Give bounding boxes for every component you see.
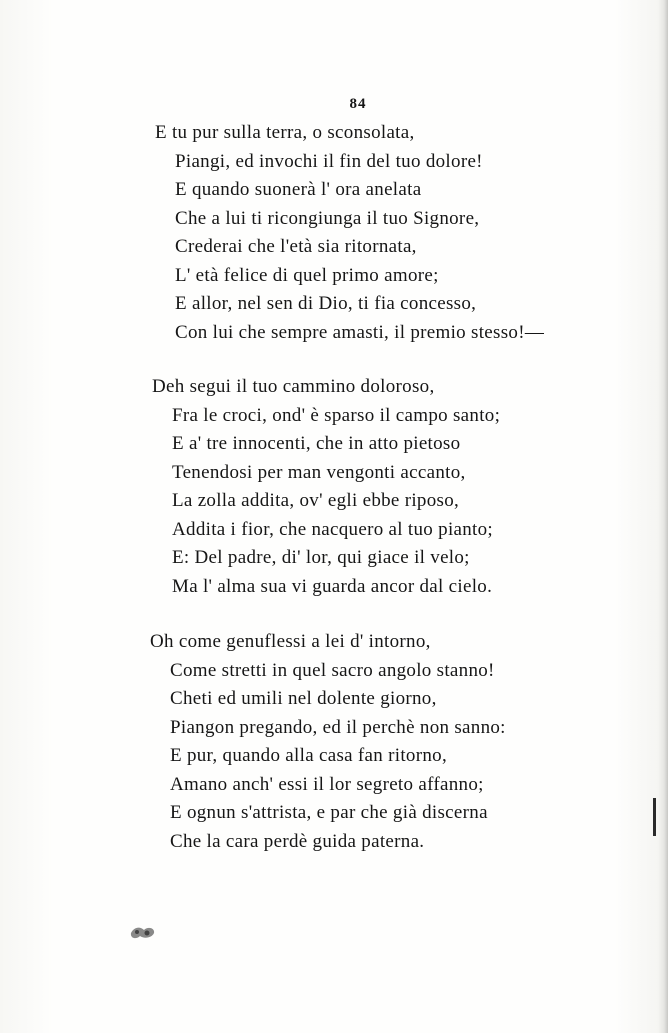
stanza-3-line-7: E ognun s'attrista, e par che già discerna bbox=[170, 802, 488, 823]
stanza-3-line-5: E pur, quando alla casa fan ritorno, bbox=[170, 745, 447, 766]
stanza-3-line-6: Amano anch' essi il lor segreto affanno; bbox=[170, 773, 484, 795]
stanza-2-line-6: Addita i fior, che nacquero al tuo pianto; bbox=[172, 518, 494, 540]
stanza-1-line-6: L' età felice di quel primo amore; bbox=[175, 264, 439, 286]
stanza-3-line-4: Piangon pregando, ed il perchè non sanno: bbox=[170, 716, 506, 738]
stanza-3 bbox=[150, 628, 668, 856]
stanza-2-line-4: Tenendosi per man vengonti accanto, bbox=[172, 461, 466, 483]
page-number: 84 bbox=[349, 96, 367, 112]
stanza-2-line-8: Ma l' alma sua vi guarda ancor dal cielo. bbox=[172, 575, 493, 597]
stanza-2-line-5: La zolla addita, ov' egli ebbe riposo, bbox=[172, 490, 460, 511]
stanza-3-line-1: Oh come genuflessi a lei d' intorno, bbox=[150, 631, 431, 652]
stanza-3-line-2: Come stretti in quel sacro angolo stanno! bbox=[170, 659, 495, 681]
stanza-1-line-7: E allor, nel sen di Dio, ti fia concesso, bbox=[175, 293, 477, 314]
stanza-2-line-7: E: Del padre, di' lor, qui giace il velo; bbox=[172, 547, 470, 568]
stanza-2 bbox=[152, 373, 668, 601]
stanza-2-line-1: Deh segui il tuo cammino doloroso, bbox=[152, 376, 435, 397]
stanza-2-line-2: Fra le croci, ond' è sparso il campo santo; bbox=[172, 404, 501, 426]
stanza-3-line-8: Che la cara perdè guida paterna. bbox=[170, 830, 425, 852]
stanza-3-line-3: Cheti ed umili nel dolente giorno, bbox=[170, 688, 437, 709]
stanza-1-line-1: E tu pur sulla terra, o sconsolata, bbox=[155, 122, 415, 143]
stanza-1-line-8: Con lui che sempre amasti, il premio stesso!— bbox=[175, 321, 545, 343]
stanza-1-line-3: E quando suonerà l' ora anelata bbox=[175, 179, 422, 200]
stanza-1 bbox=[155, 119, 668, 347]
stanza-1-line-5: Crederai che l'età sia ritornata, bbox=[175, 236, 417, 257]
stanza-2-line-3: E a' tre innocenti, che in atto pietoso bbox=[172, 433, 461, 454]
stanza-1-line-2: Piangi, ed invochi il fin del tuo dolore! bbox=[175, 150, 483, 172]
stanza-1-line-4: Che a lui ti ricongiunga il tuo Signore, bbox=[175, 207, 480, 229]
ink-smudge-icon bbox=[128, 924, 158, 942]
